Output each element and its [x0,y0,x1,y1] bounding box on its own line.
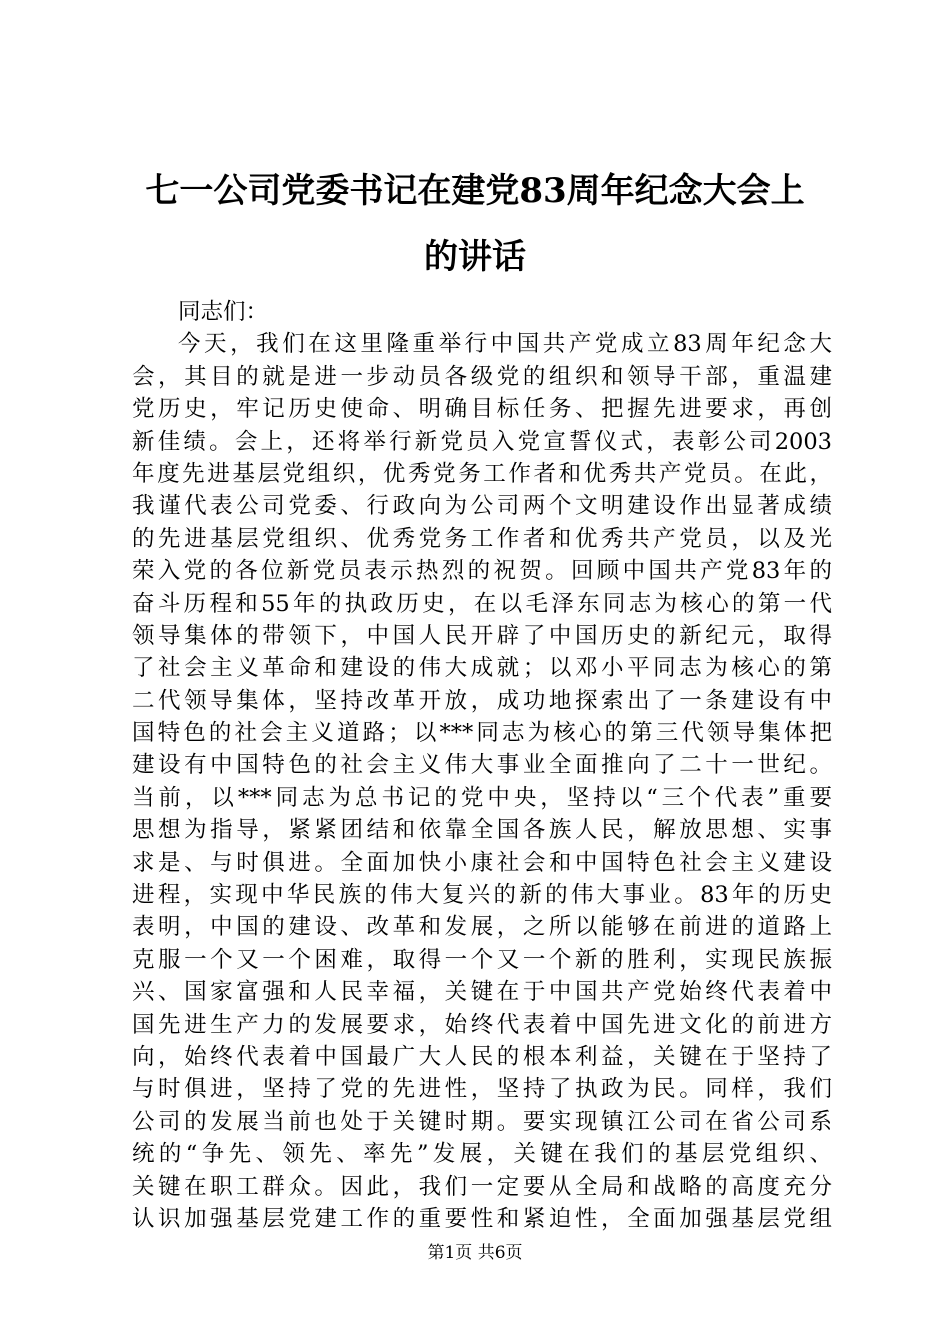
paragraph-line: 新佳绩。会上，还将举行新党员入党宣誓仪式，表彰公司2003 [132,428,832,455]
paragraph-line: 会，其目的就是进一步动员各级党的组织和领导干部，重温建 [132,363,832,390]
paragraph-line: 的先进基层党组织、优秀党务工作者和优秀共产党员，以及光 [132,525,832,552]
paragraph-line: 公司的发展当前也处于关键时期。要实现镇江公司在省公司系 [132,1108,832,1135]
paragraph-line: 建设有中国特色的社会主义伟大事业全面推向了二十一世纪。 [132,752,832,779]
paragraph-line: 年度先进基层党组织，优秀党务工作者和优秀共产党员。在此， [132,460,832,487]
salutation: 同志们： [178,299,269,325]
page-number-footer: 第1页 共6页 [427,1243,523,1263]
paragraph-line: 我谨代表公司党委、行政向为公司两个文明建设作出显著成绩 [132,493,832,520]
paragraph-line: 了社会主义革命和建设的伟大成就；以邓小平同志为核心的第 [132,655,832,682]
paragraph-line: 求是、与时俱进。全面加快小康社会和中国特色社会主义建设 [132,849,832,876]
paragraph-line: 今天，我们在这里隆重举行中国共产党成立83周年纪念大 [178,331,832,358]
paragraph-line: 向，始终代表着中国最广大人民的根本利益，关键在于坚持了 [132,1043,832,1070]
paragraph-line: 认识加强基层党建工作的重要性和紧迫性，全面加强基层党组 [132,1205,832,1232]
paragraph-line: 当前，以***同志为总书记的党中央，坚持以“三个代表”重要 [132,784,832,811]
paragraph-line: 二代领导集体，坚持改革开放，成功地探索出了一条建设有中 [132,687,832,714]
document-title [120,158,830,290]
paragraph-line: 兴、国家富强和人民幸福，关键在于中国共产党始终代表着中 [132,979,832,1006]
paragraph-line: 国先进生产力的发展要求，始终代表着中国先进文化的前进方 [132,1011,832,1038]
paragraph-line: 思想为指导，紧紧团结和依靠全国各族人民，解放思想、实事 [132,817,832,844]
document-body [132,296,832,1235]
paragraph-line: 奋斗历程和55年的执政历史，在以毛泽东同志为核心的第一代 [132,590,832,617]
paragraph-line: 关键在职工群众。因此，我们一定要从全局和战略的高度充分 [132,1173,832,1200]
paragraph-line: 与时俱进，坚持了党的先进性，坚持了执政为民。同样，我们 [132,1076,832,1103]
title-line-2: 的讲话 [424,237,526,277]
paragraph-line: 国特色的社会主义道路；以***同志为核心的第三代领导集体把 [132,720,832,747]
paragraph-line: 表明，中国的建设、改革和发展，之所以能够在前进的道路上 [132,914,832,941]
paragraph-line: 克服一个又一个困难，取得一个又一个新的胜利，实现民族振 [132,946,832,973]
paragraph-line: 党历史，牢记历史使命、明确目标任务、把握先进要求，再创 [132,396,832,423]
paragraph-line: 荣入党的各位新党员表示热烈的祝贺。回顾中国共产党83年的 [132,558,832,585]
paragraph-line: 进程，实现中华民族的伟大复兴的新的伟大事业。83年的历史 [132,882,832,909]
paragraph-line: 统的“争先、领先、率先”发展，关键在我们的基层党组织、 [132,1141,832,1168]
paragraph-line: 领导集体的带领下，中国人民开辟了中国历史的新纪元，取得 [132,622,832,649]
title-line-1: 七一公司党委书记在建党83周年纪念大会上 [145,171,805,211]
